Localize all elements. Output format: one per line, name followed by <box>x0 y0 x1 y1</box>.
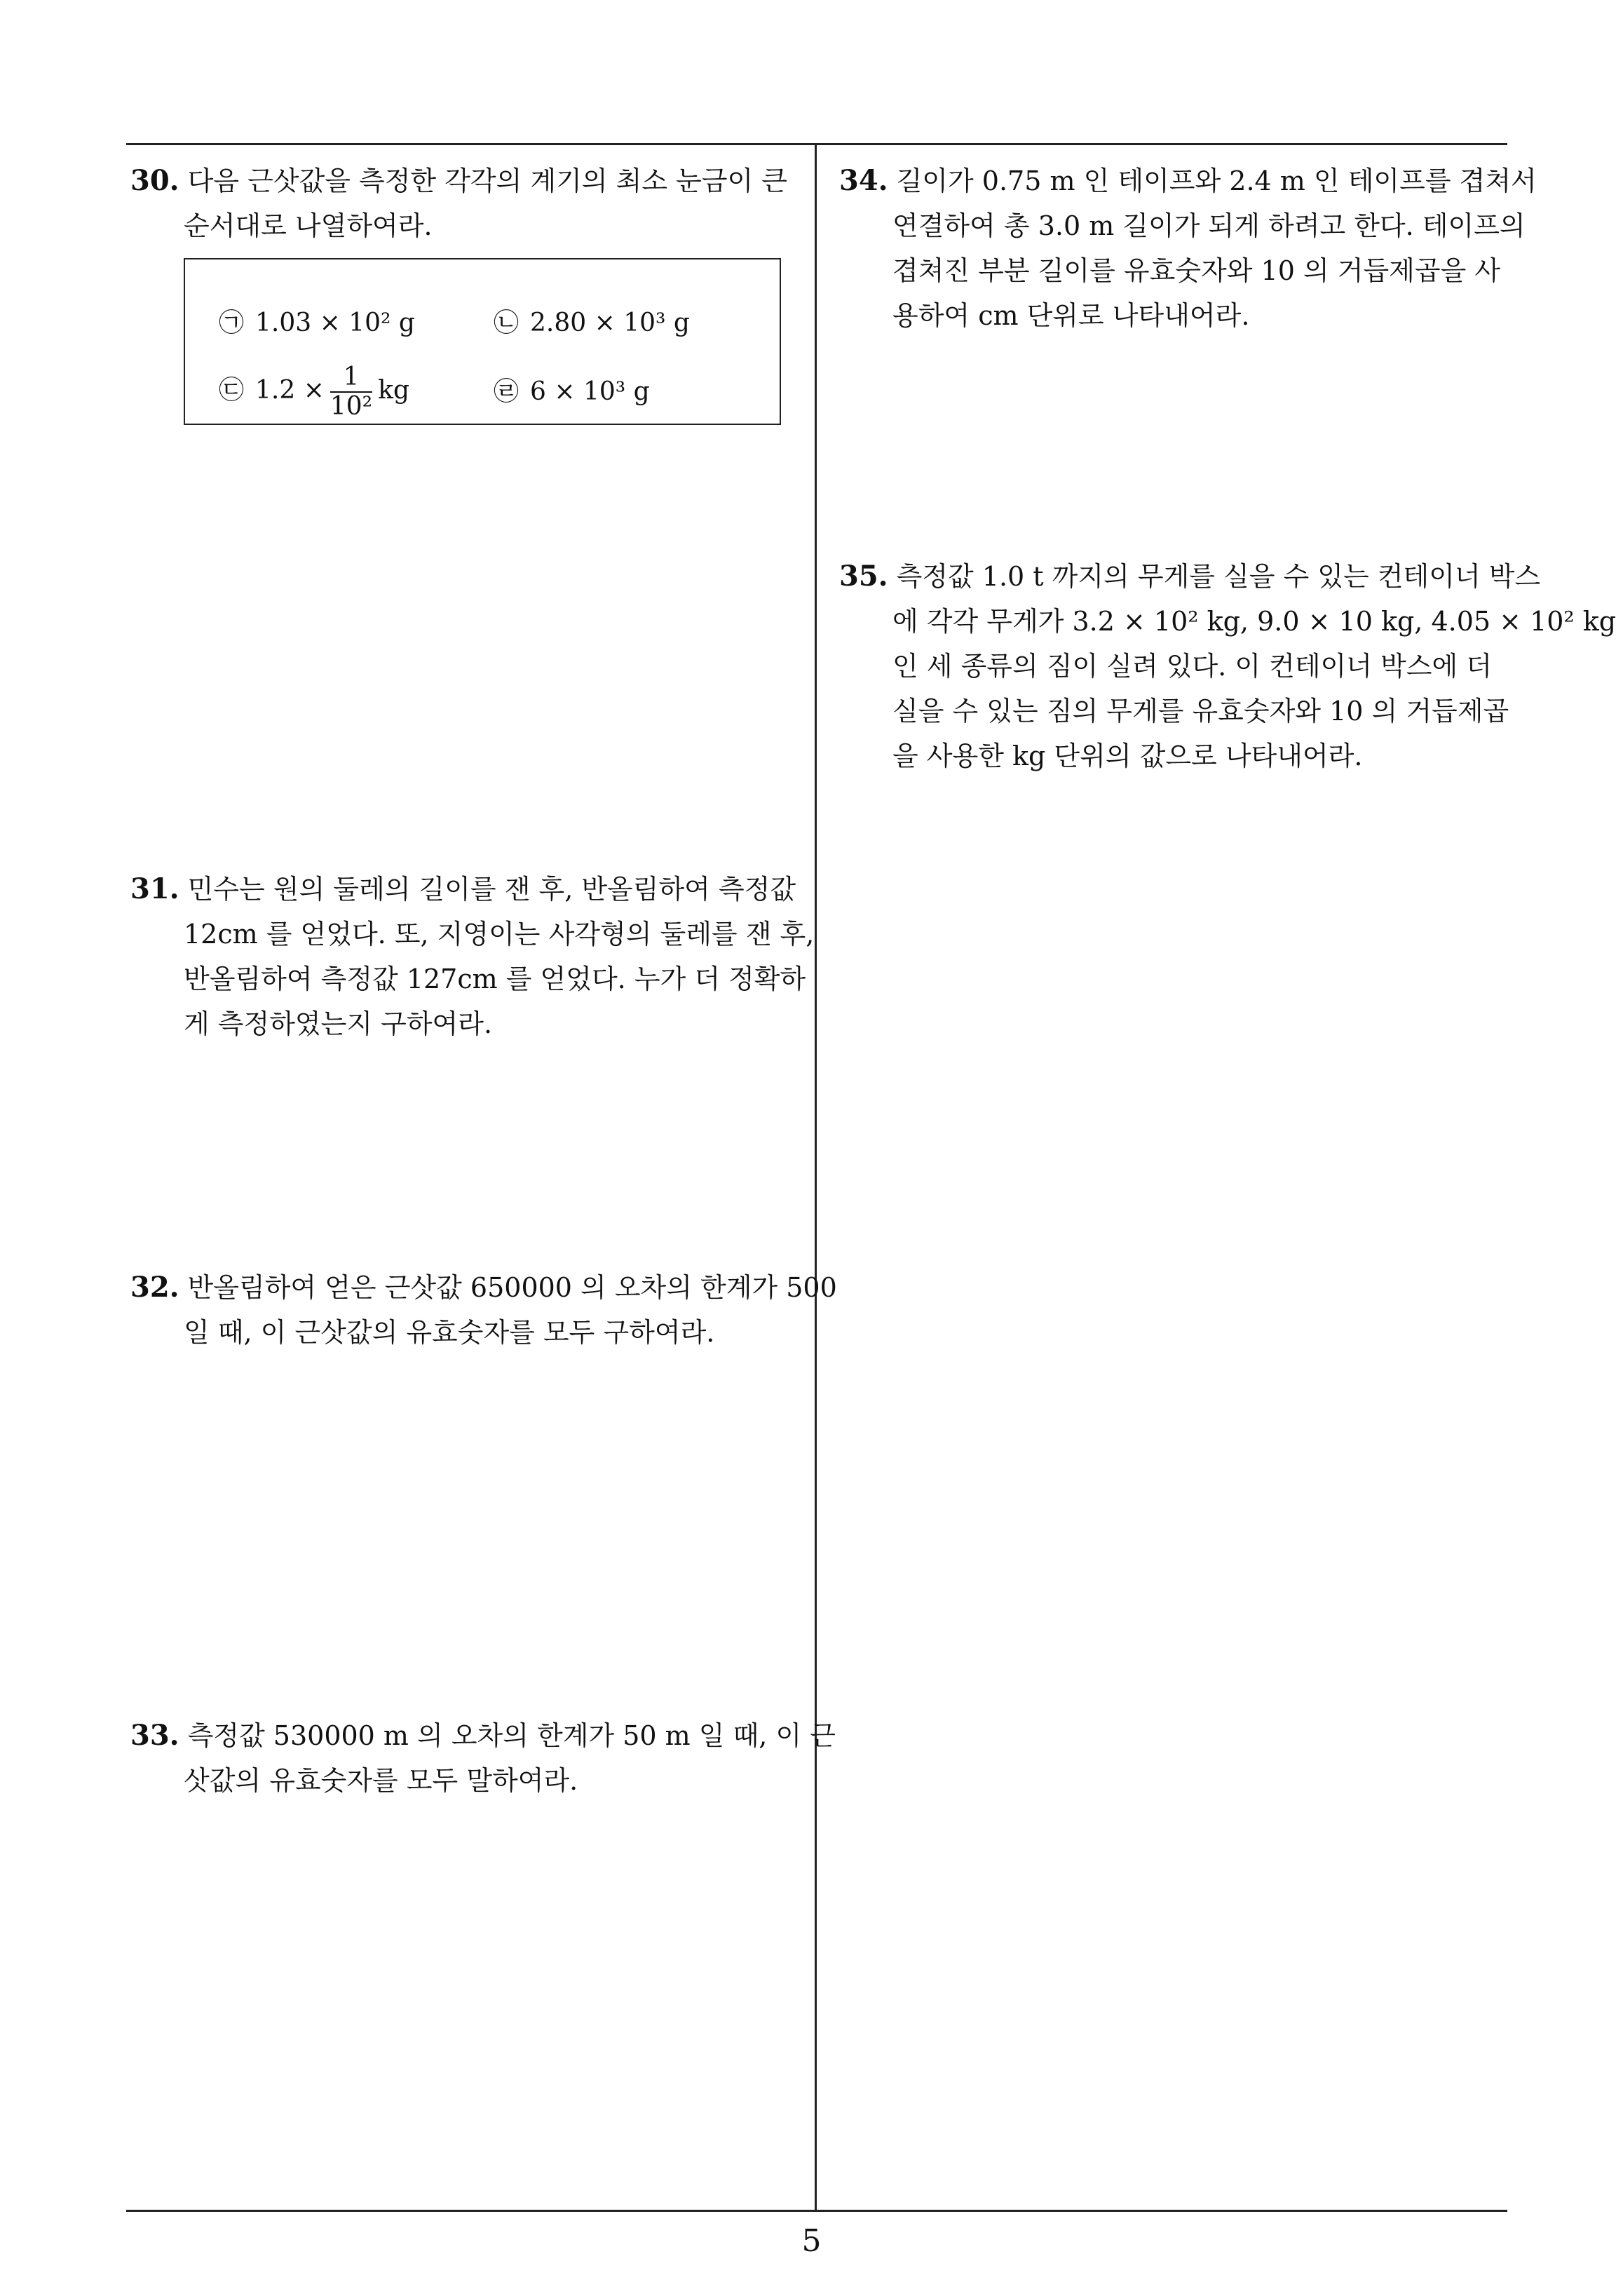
page-number: 5 <box>801 2223 822 2259</box>
choice-4 <box>494 372 650 407</box>
question-32 <box>130 1265 837 1355</box>
fraction-denominator: 10² <box>330 392 373 421</box>
question-line: 반올림하여 측정값 127cm 를 얻었다. 누가 더 정확하 <box>184 964 806 994</box>
question-line: 게 측정하였는지 구하여라. <box>184 1008 493 1039</box>
question-line: 순서대로 나열하여라. <box>184 210 433 241</box>
question-line <box>130 1713 836 1758</box>
choice-value: 1.03 × 10² g <box>255 309 415 337</box>
question-number: 34. <box>839 164 888 197</box>
question-number: 33. <box>130 1719 179 1752</box>
question-line: 일 때, 이 근삿값의 유효숫자를 모두 구하여라. <box>184 1317 715 1348</box>
choice-3 <box>219 363 409 421</box>
question-line: 을 사용한 kg 단위의 값으로 나타내어라. <box>892 741 1363 771</box>
question-line: 겹쳐진 부분 길이를 유효숫자와 10 의 거듭제곱을 사 <box>892 255 1501 286</box>
choice-value: 2.80 × 10³ g <box>530 309 690 337</box>
choice-mark: ㉣ <box>494 377 520 406</box>
fraction-numerator: 1 <box>330 363 372 393</box>
choice-prefix: 1.2 × <box>255 376 325 405</box>
question-line <box>130 1265 837 1310</box>
fraction <box>330 363 372 421</box>
question-text: 측정값 530000 m 의 오차의 한계가 50 m 일 때, 이 근 <box>187 1720 836 1751</box>
question-line <box>839 158 1537 203</box>
question-34 <box>839 158 1537 338</box>
choice-value: 6 × 10³ g <box>530 377 650 406</box>
column-divider <box>815 143 817 2212</box>
question-35 <box>839 554 1617 778</box>
choice-unit: kg <box>378 376 409 405</box>
question-line: 용하여 cm 단위로 나타내어라. <box>892 300 1250 331</box>
question-text: 반올림하여 얻은 근삿값 650000 의 오차의 한계가 500 <box>187 1272 837 1303</box>
question-text: 다음 근삿값을 측정한 각각의 계기의 최소 눈금이 큰 <box>187 166 788 196</box>
question-31 <box>130 867 815 1046</box>
question-line: 12cm 를 얻었다. 또, 지영이는 사각형의 둘레를 잰 후, <box>184 919 815 950</box>
choice-mark: ㉢ <box>219 376 245 405</box>
question-line <box>839 554 1541 599</box>
question-line: 연결하여 총 3.0 m 길이가 되게 하려고 한다. 테이프의 <box>892 210 1526 241</box>
choice-mark: ㉡ <box>494 309 520 337</box>
choice-1 <box>219 303 415 339</box>
question-33 <box>130 1713 836 1803</box>
question-line <box>130 867 803 912</box>
question-line: 실을 수 있는 짐의 무게를 유효숫자와 10 의 거듭제곱 <box>892 696 1509 727</box>
question-line <box>130 158 803 203</box>
question-number: 32. <box>130 1271 179 1304</box>
question-text: 길이가 0.75 m 인 테이프와 2.4 m 인 테이프를 겹쳐서 <box>896 166 1537 196</box>
question-number: 30. <box>130 164 179 197</box>
bottom-rule <box>126 2210 1507 2212</box>
choice-2 <box>494 303 690 339</box>
question-text: 민수는 원의 둘레의 길이를 잰 후, 반올림하여 측정값 <box>187 874 796 905</box>
question-line: 삿값의 유효숫자를 모두 말하여라. <box>184 1765 578 1796</box>
choice-mark: ㉠ <box>219 309 245 337</box>
question-number: 31. <box>130 872 179 905</box>
question-30 <box>130 158 803 248</box>
question-line: 에 각각 무게가 3.2 × 10² kg, 9.0 × 10 kg, 4.05 × 10² kg <box>892 606 1617 637</box>
top-rule <box>126 143 1507 145</box>
question-line: 인 세 종류의 짐이 실려 있다. 이 컨테이너 박스에 더 <box>892 651 1492 682</box>
choices-box <box>184 258 781 425</box>
question-number: 35. <box>839 560 888 593</box>
question-text: 측정값 1.0 t 까지의 무게를 실을 수 있는 컨테이너 박스 <box>896 561 1541 592</box>
